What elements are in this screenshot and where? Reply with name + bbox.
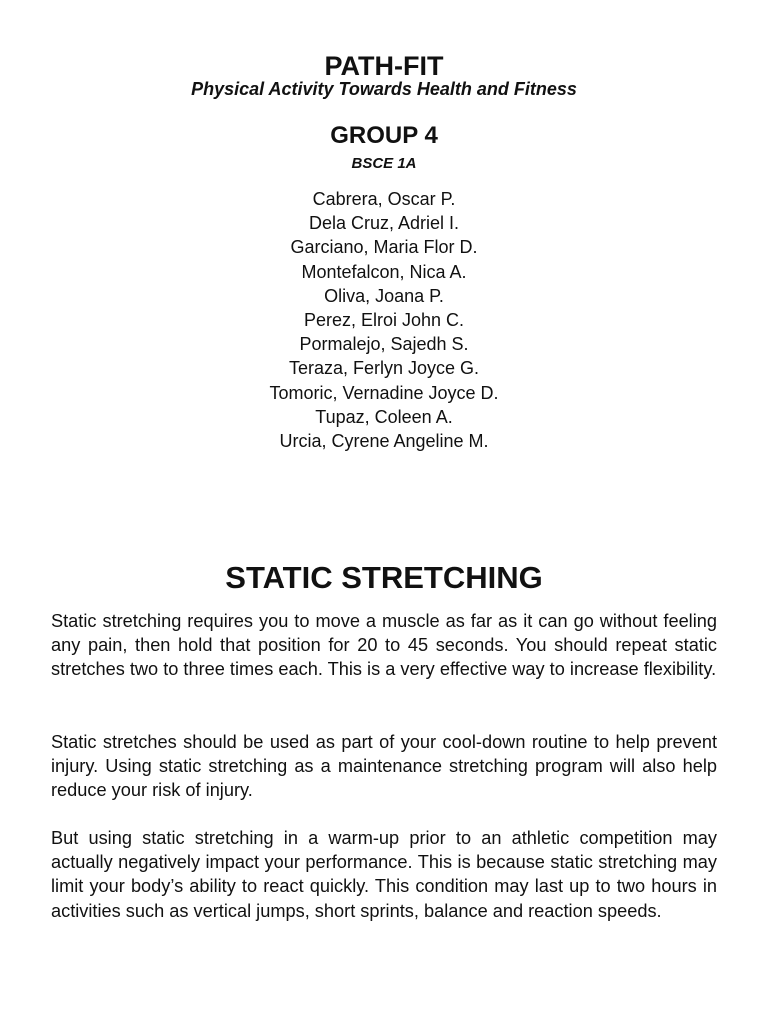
- member-name: Teraza, Ferlyn Joyce G.: [288, 358, 480, 379]
- body-paragraph-2: Static stretches should be used as part of your cool-down routine to help prevent injury. Using static stretching as a maintenance stretching program will also help reduce your risk of injury.: [51, 732, 717, 801]
- member-name: Pormalejo, Sajedh S.: [299, 334, 469, 355]
- member-name: Garciano, Maria Flor D.: [290, 237, 478, 258]
- group-title: GROUP 4: [330, 122, 438, 149]
- member-name: Urcia, Cyrene Angeline M.: [279, 431, 489, 452]
- member-name: Tupaz, Coleen A.: [315, 406, 453, 427]
- member-name: Oliva, Joana P.: [324, 285, 444, 306]
- member-name: Cabrera, Oscar P.: [312, 189, 456, 209]
- course-name-subtitle: Physical Activity Towards Health and Fitness: [191, 79, 577, 99]
- section-code: BSCE 1A: [351, 155, 417, 172]
- topic-title: STATIC STRETCHING: [225, 560, 543, 595]
- member-list: [0, 187, 768, 453]
- body-paragraph-1: Static stretching requires you to move a muscle as far as it can go without feeling any pain, then hold that position for 20 to 45 seconds. You should repeat static stretches two to three times each. This is a very effective way to increase flexibility.: [51, 611, 717, 680]
- member-name: Dela Cruz, Adriel I.: [308, 213, 460, 234]
- course-code-title: PATH-FIT: [324, 51, 444, 81]
- member-name: Montefalcon, Nica A.: [301, 261, 467, 282]
- member-name: Tomoric, Vernadine Joyce D.: [269, 382, 499, 403]
- body-paragraph-3: But using static stretching in a warm-up prior to an athletic competition may actually negatively impact your performance. This is because static stretching may limit your body’s ability to react quickly. This condition may last up to two hours in activities such as vertical jumps, short sprints, balance and reaction speeds.: [51, 828, 717, 921]
- member-name: Perez, Elroi John C.: [303, 310, 465, 331]
